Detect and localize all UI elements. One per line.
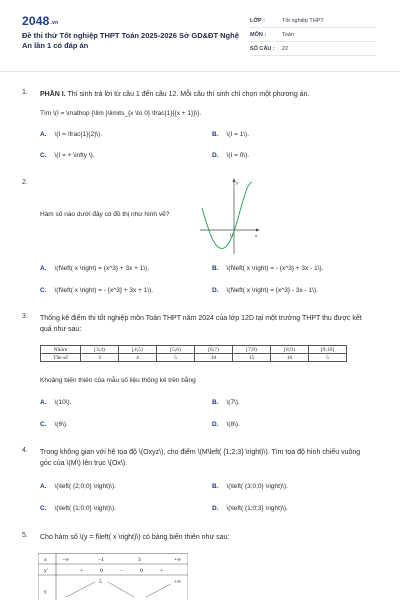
question-number: 3. xyxy=(22,313,28,320)
table-row: Nhóm [3;4) [4;5) [5;6) [6;7) [7;8) [8;9) [9;10] xyxy=(41,346,347,354)
vt-x-value: +∞ xyxy=(174,557,182,563)
option-c[interactable]: C. \(\left( {1;0;0} \right)\). xyxy=(40,505,116,512)
site-logo[interactable]: 2048.vn xyxy=(22,14,59,28)
y-axis-label: y xyxy=(236,180,239,185)
option-d[interactable]: D. \(f\left( x \right) = {x^3} - 3x - 1\). xyxy=(212,287,318,294)
option-c[interactable]: C. \(6\). xyxy=(40,421,68,428)
vt-x-value: 3 xyxy=(138,557,141,563)
question-1 xyxy=(22,89,378,169)
option-c[interactable]: C. \(I = + \infty \). xyxy=(40,152,95,159)
vt-sign: 0 xyxy=(100,568,103,574)
meta-row-count: SỐ CÂU : 22 xyxy=(250,43,376,56)
vt-arrow xyxy=(146,584,171,597)
option-b[interactable]: B. \(\left( {3;0;0} \right)\). xyxy=(212,483,288,490)
vt-arrow xyxy=(66,582,95,597)
question-stem: Thống kê điểm thi tốt nghiệp môn Toán THPT năm 2024 của lớp 12D tại một trường THPT thu được kết quả như sau: xyxy=(40,315,362,333)
option-a[interactable]: A. \(I = \frac{1}{2}\). xyxy=(40,131,103,138)
vt-sign: 0 xyxy=(140,568,143,574)
question-number: 1. xyxy=(22,89,28,96)
option-d[interactable]: D. \(I = 0\). xyxy=(212,152,250,159)
header-divider xyxy=(0,71,400,72)
x-axis-arrow xyxy=(256,229,260,232)
vt-x-value: −1 xyxy=(98,557,104,563)
vt-value: 5 xyxy=(99,579,102,585)
vt-value: +∞ xyxy=(174,579,182,585)
vt-x-value: −∞ xyxy=(62,557,70,563)
option-c[interactable]: C. \(f\left( x \right) = - {x^3} + 3x + 1\). xyxy=(40,287,154,294)
curve xyxy=(202,182,252,248)
function-graph xyxy=(200,178,260,256)
option-b[interactable]: B. \(I = 1\). xyxy=(212,131,250,138)
option-a[interactable]: A. \(10\). xyxy=(40,399,72,406)
question-text: PHẦN I. Thí sinh trả lời từ câu 1 đến câu 12. Mỗi câu thí sinh chỉ chọn một phương án. xyxy=(40,91,310,98)
question-stem: Hàm số nào dưới đây có đồ thị như hình vẽ? xyxy=(40,211,170,218)
option-b[interactable]: B. \(7\). xyxy=(212,399,240,406)
exam-meta xyxy=(250,15,376,57)
question-3 xyxy=(22,313,378,443)
option-b[interactable]: B. \(f\left( x \right) = - {x^3} + 3x - 1\). xyxy=(212,265,324,272)
vt-derivative-label: y' xyxy=(44,568,48,574)
question-substem: Khoảng biến thiên của mẫu số liệu thống kê trên bằng xyxy=(40,377,196,384)
meta-row-class: LỚP : Tốt nghiệp THPT xyxy=(250,15,376,28)
option-d[interactable]: D. \(8\). xyxy=(212,421,240,428)
origin-label: O xyxy=(230,233,234,238)
option-a[interactable]: A. \(\left( {2;0;0} \right)\). xyxy=(40,483,116,490)
vt-sign: + xyxy=(80,568,84,574)
variation-table xyxy=(38,553,188,600)
question-5 xyxy=(22,532,378,552)
question-stem: Cho hàm số \(y = f\left( x \right)\) có bảng biến thiên như sau: xyxy=(40,534,230,541)
option-d[interactable]: D. \(\left( {1;0;3} \right)\). xyxy=(212,505,288,512)
x-axis-label: x xyxy=(255,233,258,238)
vt-function-label: y xyxy=(44,589,47,595)
page-title: Đề thi thử Tốt nghiệp THPT Toán 2025-2026 Sở GD&ĐT Nghệ An lần 1 có đáp án xyxy=(22,31,239,50)
vt-sign: − xyxy=(120,568,124,574)
question-stem: Trong không gian với hệ tọa độ \(Oxyz\), cho điểm \(M\left( {1;2;3} \right)\). Tìm tọa độ hình chiếu vuông góc của \(M\) lên trục \(Ox\). xyxy=(40,449,361,467)
question-number: 5. xyxy=(22,532,28,539)
vt-arrow xyxy=(108,582,134,597)
table-row: Tần số 3 4 5 10 15 10 5 xyxy=(41,354,347,362)
frequency-table xyxy=(40,345,347,362)
meta-row-subject: MÔN : Toán xyxy=(250,29,376,42)
vt-x-label: x xyxy=(44,557,47,563)
question-stem: Tìm \(I = \mathop {\lim }\limits_{x \to 0} \frac{1}{{x + 1}}\). xyxy=(40,110,202,117)
page-header xyxy=(0,0,400,62)
question-number: 4. xyxy=(22,447,28,454)
question-number: 2. xyxy=(22,179,28,186)
option-a[interactable]: A. \(f\left( x \right) = {x^3} + 3x + 1\). xyxy=(40,265,150,272)
vt-sign: + xyxy=(160,568,164,574)
question-4 xyxy=(22,447,378,522)
